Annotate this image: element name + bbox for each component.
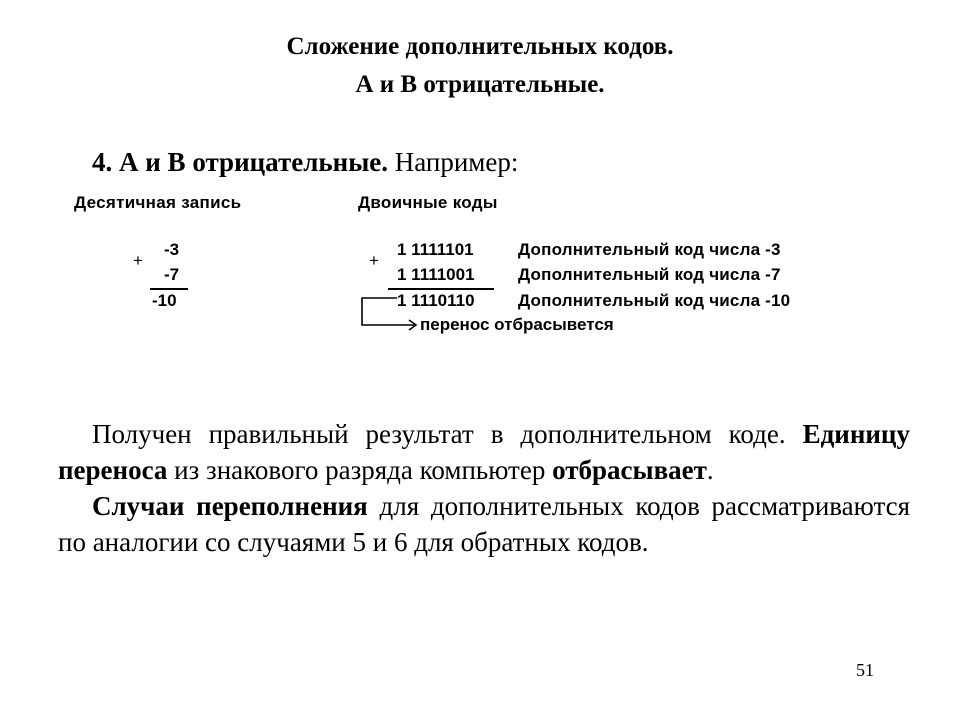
paragraph-1-part-1: Получен правильный результат в дополнительном коде.	[92, 419, 803, 449]
paragraph-2-bold-1: Случаи переполнения	[92, 491, 368, 521]
paragraph-1-bold-1: Единицу переноса	[58, 419, 910, 485]
explanation-block	[58, 416, 910, 560]
title-line-2: А и В отрицательные.	[355, 71, 605, 98]
title-line-1: Сложение дополнительных кодов.	[286, 33, 674, 60]
carry-note: перенос отбрасывется	[420, 315, 614, 334]
paragraph-2	[58, 488, 910, 560]
decimal-a: -3	[164, 240, 180, 259]
description-sum: Дополнительный код числа -10	[518, 291, 791, 310]
paragraph-1	[58, 416, 910, 488]
binary-b: 1 1111001	[397, 265, 475, 284]
page-number: 51	[856, 660, 874, 680]
binary-header: Двоичные коды	[358, 193, 498, 212]
paragraph-2-part-1: для дополнительных кодов рассматриваются по аналогии со случаями 5 и 6 для обратных кодов.	[58, 491, 910, 557]
binary-a: 1 1111101	[397, 240, 474, 259]
section-heading	[92, 144, 518, 180]
paragraph-1-bold-2: отбрасывает	[552, 455, 707, 485]
section-heading-normal: Например:	[394, 147, 519, 177]
decimal-sum: -10	[152, 291, 177, 310]
slide-title	[0, 28, 960, 104]
paragraph-1-part-3: .	[706, 455, 714, 485]
paragraph-1-part-2: из знакового разряда компьютер	[167, 455, 553, 485]
binary-sum: 1 1110110	[397, 291, 475, 310]
binary-plus-sign: +	[369, 251, 379, 270]
binary-sum-rule	[388, 288, 494, 290]
decimal-plus-sign: +	[133, 251, 143, 270]
section-heading-bold: 4. А и В отрицательные.	[92, 147, 389, 177]
decimal-header: Десятичная запись	[74, 193, 242, 212]
description-a: Дополнительный код числа -3	[518, 240, 781, 259]
decimal-sum-rule	[150, 288, 188, 290]
decimal-b: -7	[164, 265, 180, 284]
description-b: Дополнительный код числа -7	[518, 265, 781, 284]
